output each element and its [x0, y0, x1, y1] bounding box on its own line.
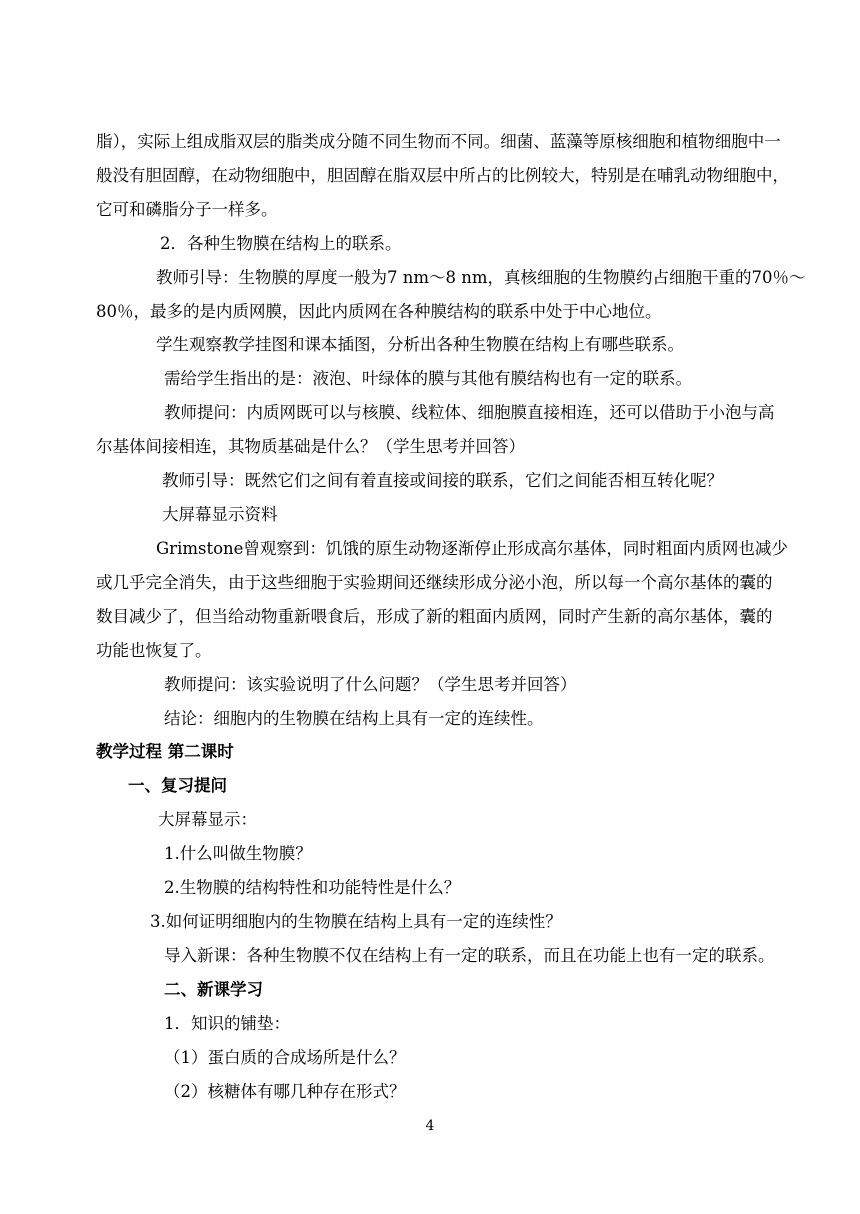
paragraph-line: 般没有胆固醇，在动物细胞中，胆固醇在脂双层中所占的比例较大，特别是在哺乳动物细胞中，: [96, 166, 789, 185]
paragraph-line: 大屏幕显示：: [158, 810, 257, 829]
list-item: 1．知识的铺垫：: [164, 1014, 290, 1033]
paragraph-line: 教师提问：内质网既可以与核膜、线粒体、细胞膜直接相连，还可以借助于小泡与高: [164, 403, 775, 422]
page-number: 4: [425, 1118, 435, 1134]
section-heading: 二、新课学习: [164, 980, 263, 999]
list-item: 2.生物膜的结构特性和功能特性是什么？: [164, 878, 461, 897]
paragraph-line: 脂），实际上组成脂双层的脂类成分随不同生物而不同。细菌、蓝藻等原核细胞和植物细胞中一: [96, 132, 781, 151]
paragraph-line: 教师引导：生物膜的厚度一般为7 nm～8 nm，真核细胞的生物膜约占细胞干重的70％～: [156, 268, 806, 287]
paragraph-line: 大屏幕显示资料: [162, 505, 278, 524]
paragraph-line: 结论：细胞内的生物膜在结构上具有一定的连续性。: [164, 709, 544, 728]
paragraph-line: 80％，最多的是内质网膜，因此内质网在各种膜结构的联系中处于中心地位。: [96, 302, 662, 321]
list-item: （2）核糖体有哪几种存在形式？: [164, 1082, 406, 1101]
paragraph-line: 学生观察教学挂图和课本插图，分析出各种生物膜在结构上有哪些联系。: [156, 335, 684, 354]
section-heading: 一、复习提问: [128, 776, 227, 795]
list-item: 1.什么叫做生物膜？: [164, 844, 312, 863]
paragraph-line: 教师提问：该实验说明了什么问题？（学生思考并回答）: [164, 675, 577, 694]
paragraph-line: 功能也恢复了。: [96, 641, 212, 660]
list-item: （1）蛋白质的合成场所是什么？: [164, 1048, 406, 1067]
section-heading: 教学过程 第二课时: [96, 742, 234, 761]
paragraph-line: 或几乎完全消失，由于这些细胞于实验期间还继续形成分泌小泡，所以每一个高尔基体的囊的: [96, 573, 773, 592]
paragraph-line: 尔基体间接相连，其物质基础是什么？（学生思考并回答）: [96, 437, 525, 456]
paragraph-line: 教师引导：既然它们之间有着直接或间接的联系，它们之间能否相互转化呢？: [162, 471, 723, 490]
section-heading: 2．各种生物膜在结构上的联系。: [160, 234, 402, 253]
paragraph-line: Grimstone曾观察到：饥饿的原生动物逐渐停止形成高尔基体，同时粗面内质网也减少: [156, 539, 788, 558]
paragraph-line: 导入新课：各种生物膜不仅在结构上有一定的联系，而且在功能上也有一定的联系。: [164, 946, 775, 965]
list-item: 3.如何证明细胞内的生物膜在结构上具有一定的连续性？: [150, 912, 562, 931]
paragraph-line: 需给学生指出的是：液泡、叶绿体的膜与其他有膜结构也有一定的联系。: [164, 369, 692, 388]
paragraph-line: 它可和磷脂分子一样多。: [96, 200, 278, 219]
paragraph-line: 数目减少了，但当给动物重新喂食后，形成了新的粗面内质网，同时产生新的高尔基体，囊的: [96, 607, 773, 626]
